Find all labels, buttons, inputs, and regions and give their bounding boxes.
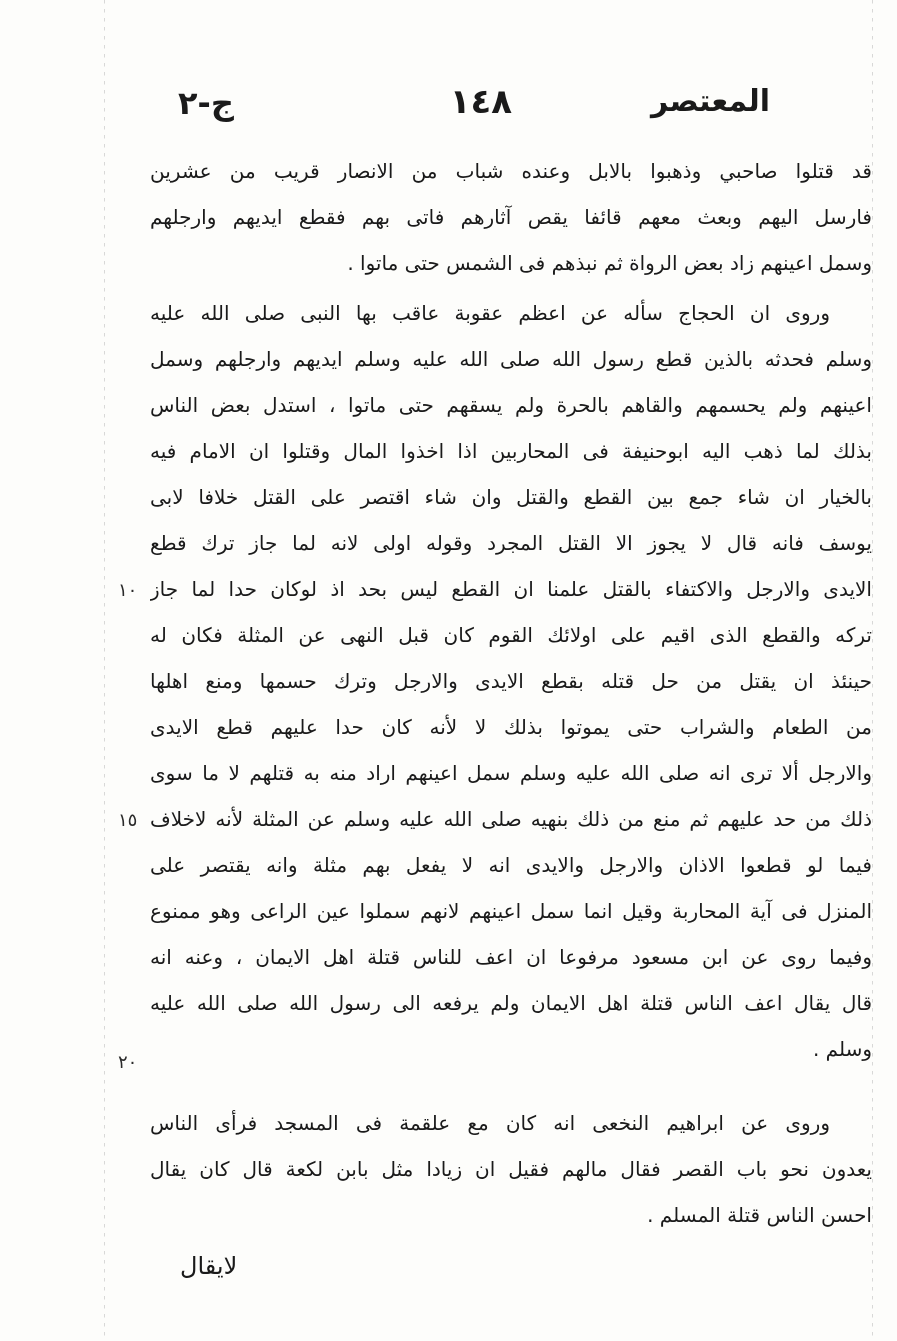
paragraph-2: [150, 290, 872, 1072]
text-line: حينئذ ان يقتل من حل قتله بقطع الايدى والارجل وترك حسمها ومنع اهلها: [150, 669, 872, 693]
text-line: وسلم فحدثه بالذين قطع رسول الله صلى الله عليه وسلم ايديهم وارجلهم وسمل: [150, 347, 872, 371]
page-header: [150, 84, 770, 134]
page-number: ١٤٨: [449, 82, 512, 122]
text-line: يوسف فانه قال لا يجوز الا القتل المجرد وقوله اولى لانه لما جاز ترك قطع: [150, 531, 872, 555]
text-line: بالخيار ان شاء جمع بين القطع والقتل وان شاء اقتصر على القتل خلافا لابى: [150, 485, 872, 509]
margin-line-number-10: ١٠: [118, 580, 138, 601]
text-line: الايدى والارجل والاكتفاء بالقتل علمنا ان القطع ليس بحد اذ لوكان حدا لما جاز: [150, 577, 872, 601]
text-line: المنزل فى آية المحاربة وقيل انما سمل اعينهم لانهم سملوا عين الراعى وهو ممنوع: [150, 899, 872, 923]
text-line: احسن الناس قتلة المسلم .: [647, 1203, 872, 1227]
text-line: من الطعام والشراب حتى يموتوا بذلك لا لأنه كان حدا عليهم قطع الايدى: [150, 715, 872, 739]
paragraph-1: [150, 148, 872, 286]
paragraph-3: [150, 1100, 872, 1238]
text-line: وروى عن ابراهيم النخعى انه كان مع علقمة فى المسجد فرأى الناس: [150, 1111, 830, 1135]
text-line: قد قتلوا صاحبي وذهبوا بالابل وعنده شباب من الانصار قريب من عشرين: [150, 159, 872, 183]
text-line: فارسل اليهم وبعث معهم قائفا يقص آثارهم فاتى بهم فقطع ايديهم وارجلهم: [150, 205, 872, 229]
text-line: اعينهم ولم يحسمهم والقاهم بالحرة ولم يسقهم حتى ماتوا ، استدل بعض الناس: [150, 393, 872, 417]
volume-label: ج-٢: [178, 84, 234, 122]
text-line: وسمل اعينهم زاد بعض الرواة ثم نبذهم فى الشمس حتى ماتوا .: [347, 251, 872, 275]
text-line: قال يقال اعف الناس قتلة اهل الايمان ولم يرفعه الى رسول الله صلى الله عليه: [150, 991, 872, 1015]
text-line: والارجل ألا ترى انه صلى الله عليه وسلم سمل اعينهم اراد منه به قتلهم لا ما سوى: [150, 761, 872, 785]
text-line: وفيما روى عن ابن مسعود مرفوعا ان اعف للناس قتلة اهل الايمان ، وعنه انه: [150, 945, 872, 969]
scan-edge-left: [104, 0, 105, 1341]
text-line: يعدون نحو باب القصر فقال مالهم فقيل ان زيادا مثل بابن لكعة قال كان يقال: [150, 1157, 872, 1181]
margin-line-number-20: ٢٠: [118, 1052, 138, 1073]
text-line: وسلم .: [812, 1037, 872, 1061]
text-line: وروى ان الحجاج سأله عن اعظم عقوبة عاقب بها النبى صلى الله عليه: [150, 301, 830, 325]
catchword: لايقال: [180, 1252, 238, 1280]
text-line: بذلك لما ذهب اليه ابوحنيفة فى المحاربين اذا اخذوا المال وقتلوا ان الامام فيه: [150, 439, 872, 463]
text-line: فيما لو قطعوا الاذان والارجل والايدى انه لا يفعل بهم مثلة وانه يقتصر على: [150, 853, 872, 877]
scan-edge-right: [872, 0, 873, 1341]
running-title: المعتصر: [650, 84, 770, 119]
text-line: ذلك من حد عليهم ثم منع من ذلك بنهيه صلى الله عليه وسلم عن المثلة لأنه لاخلاف: [150, 807, 872, 831]
margin-line-number-15: ١٥: [118, 810, 138, 831]
text-line: تركه والقطع الذى اقيم على اولائك القوم كان قبل النهى عن المثلة فكان له: [150, 623, 872, 647]
